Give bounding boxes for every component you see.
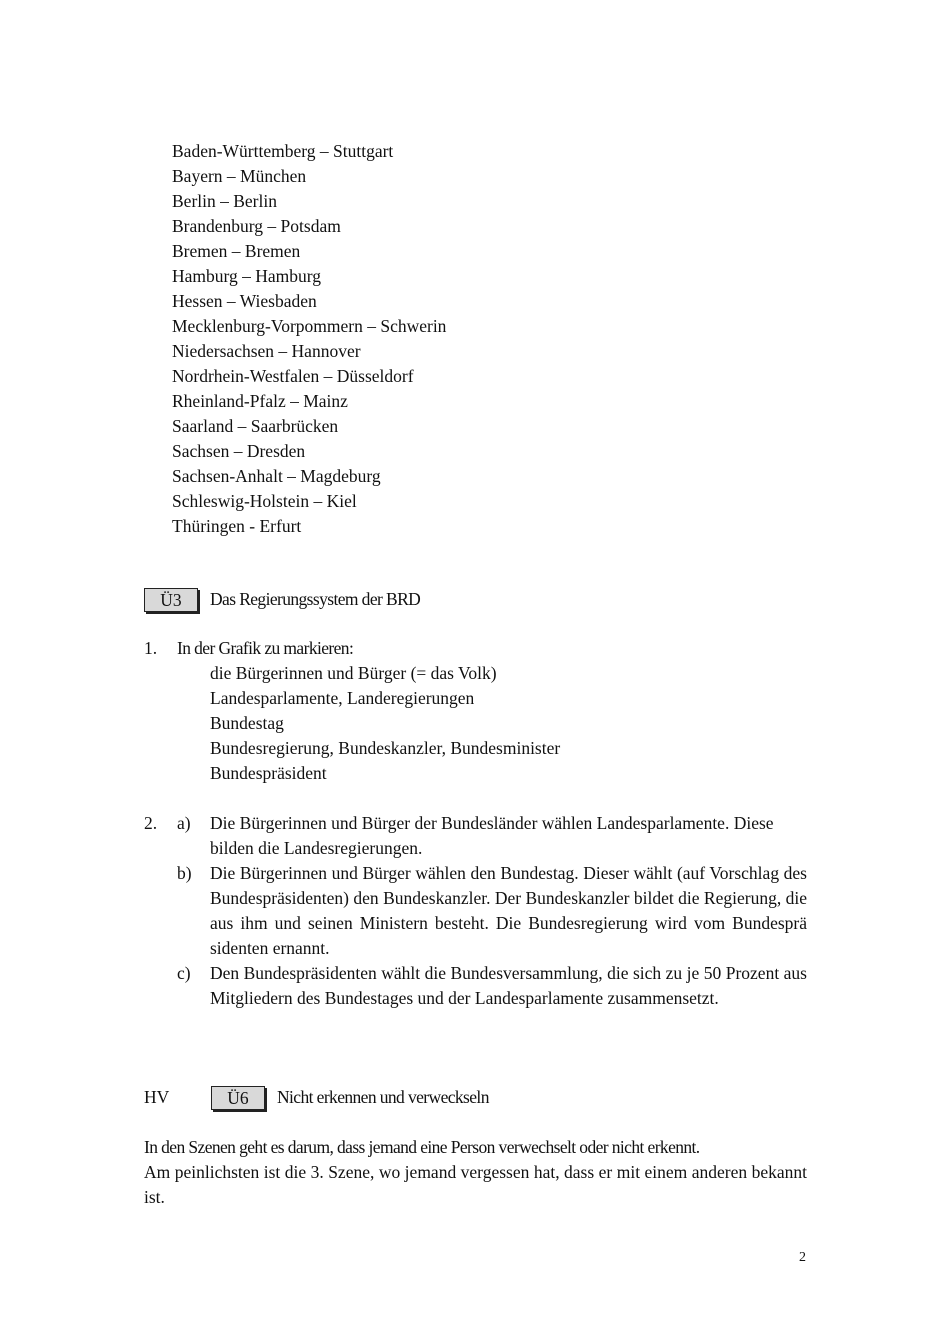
list-item: Bayern – München <box>172 166 307 186</box>
list-item: Hessen – Wiesbaden <box>172 291 317 311</box>
list-item: Schleswig-Holstein – Kiel <box>172 491 357 511</box>
exercise-label-u6: Ü6 <box>211 1086 265 1110</box>
section-title-u3: Das Regierungssystem der BRD <box>210 589 421 609</box>
item-2c-label: c) <box>177 963 191 983</box>
sub-item: Bundestag <box>210 713 284 733</box>
list-item: Sachsen – Dresden <box>172 441 306 461</box>
list-item: Niedersachsen – Hannover <box>172 341 361 361</box>
list-item: Saarland – Saarbrücken <box>172 416 339 436</box>
section-title-u6: Nicht erkennen und verweckseln <box>277 1087 489 1107</box>
sub-item: die Bürgerinnen und Bürger (= das Volk) <box>210 663 497 683</box>
states-list <box>172 139 446 539</box>
sub-item: Bundesregierung, Bundeskanzler, Bundesminister <box>210 738 561 758</box>
item-2b-label: b) <box>177 863 192 883</box>
item-2a-text: Die Bürgerinnen und Bürger der Bundesländer wählen Landesparlamente. Diese bilden die Landesregierungen. <box>210 813 774 858</box>
list-item: Thüringen - Erfurt <box>172 516 302 536</box>
item-number-1: 1. <box>144 638 158 658</box>
item-number-2: 2. <box>144 813 158 833</box>
paragraph-line-2: Am peinlichsten ist die 3. Szene, wo jemand vergessen hat, dass er mit einem anderen bekannt ist. <box>144 1162 807 1207</box>
item-2a-label: a) <box>177 813 191 833</box>
sub-item: Landesparlamente, Landeregierungen <box>210 688 475 708</box>
list-item: Sachsen-Anhalt – Magdeburg <box>172 466 381 486</box>
item-2b-text: Die Bürgerinnen und Bürger wählen den Bundestag. Dieser wählt (auf Vorschlag des Bundespräsidenten) den Bundeskanzler. Der Bundeskanzler bildet die Regierung, die aus ihm und seinen Ministern besteht. Die Bundesregierung wird vom Bundesprä sidenten ernannt. <box>210 863 807 958</box>
hv-prefix: HV <box>144 1087 170 1107</box>
item-2c-text: Den Bundespräsidenten wählt die Bundesversammlung, die sich zu je 50 Prozent aus Mitgliedern des Bundestages und der Landesparlamente zusammensetzt. <box>210 963 807 1008</box>
list-item: Brandenburg – Potsdam <box>172 216 341 236</box>
list-item: Nordrhein-Westfalen – Düsseldorf <box>172 366 414 386</box>
sub-item: Bundespräsident <box>210 763 327 783</box>
list-item: Berlin – Berlin <box>172 191 277 211</box>
page-number: 2 <box>799 1250 806 1265</box>
list-item: Rheinland-Pfalz – Mainz <box>172 391 348 411</box>
list-item: Hamburg – Hamburg <box>172 266 322 286</box>
item-1-text: In der Grafik zu markieren: <box>177 638 354 658</box>
list-item: Baden-Württemberg – Stuttgart <box>172 141 394 161</box>
paragraph-line-1: In den Szenen geht es darum, dass jemand eine Person verwechselt oder nicht erkennt. <box>144 1137 700 1157</box>
list-item: Mecklenburg-Vorpommern – Schwerin <box>172 316 447 336</box>
list-item: Bremen – Bremen <box>172 241 301 261</box>
exercise-label-u3: Ü3 <box>144 588 198 612</box>
